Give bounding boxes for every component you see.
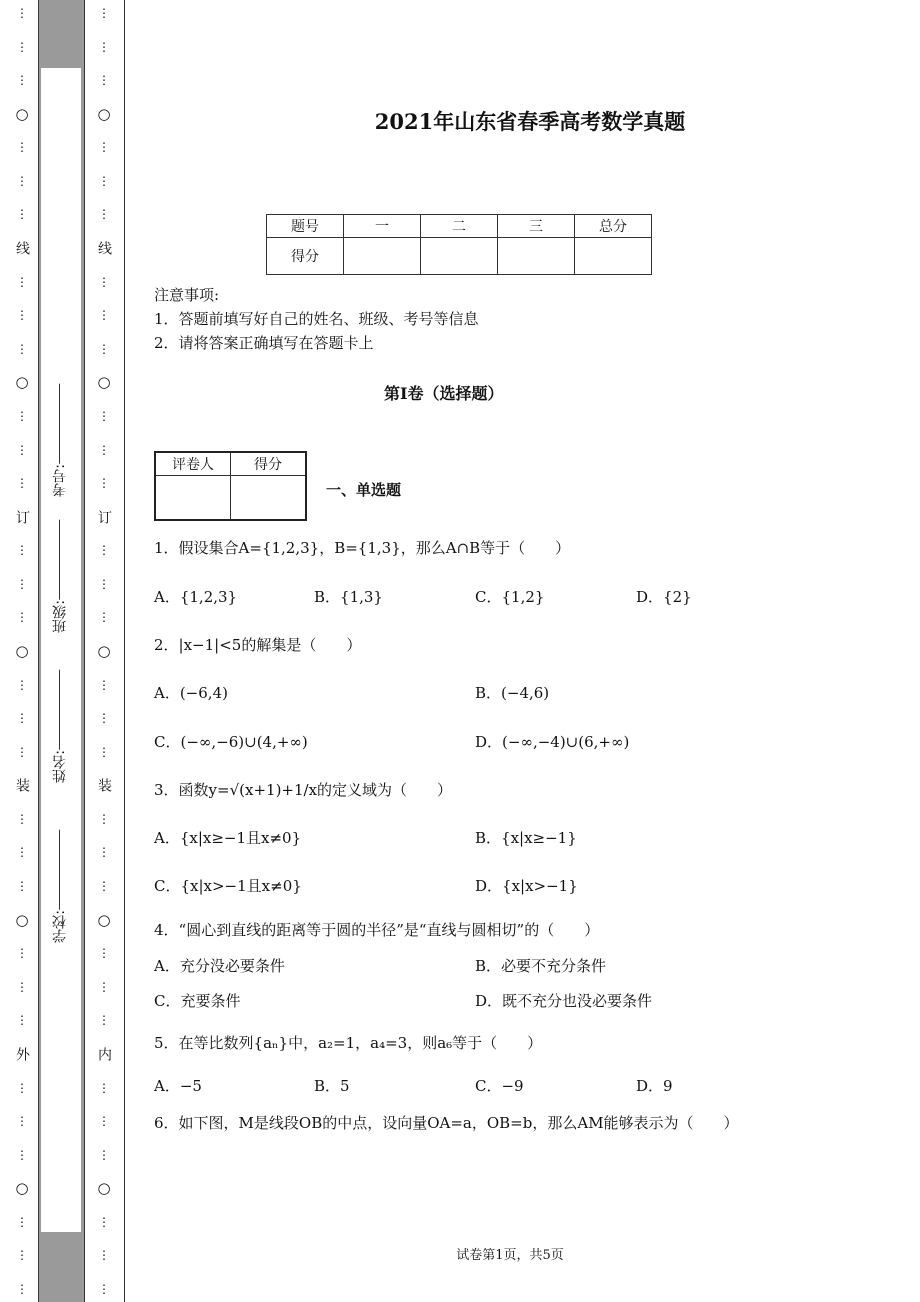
circle-mark: ○ [15,641,29,660]
question-4-option-b[interactable]: B．必要不充分条件 [475,957,607,975]
circle-mark: ○ [15,1179,29,1198]
score-header-cell: 总分 [575,215,652,238]
question-5-option-c[interactable]: C．−9 [475,1077,524,1095]
question-5-option-b[interactable]: B．5 [314,1077,350,1095]
question-1-option-a[interactable]: A．{1,2,3} [154,588,238,606]
page-title: 2021年山东省春季高考数学真题 [374,109,686,134]
circle-mark: ○ [97,104,111,123]
circle-mark: ○ [97,373,111,392]
score-header-cell: 一 [344,215,421,238]
question-6-stem: 6．如下图，M是线段OB的中点，设向量OA=a，OB=b，那么AM能够表示为（ ） [154,1114,739,1132]
question-1-option-d[interactable]: D．{2} [636,588,692,606]
circle-mark: ○ [15,910,29,929]
question-4-option-c[interactable]: C．充要条件 [154,992,241,1010]
question-5-stem: 5．在等比数列{aₙ}中，a₂=1，a₄=3，则a₆等于（ ） [154,1034,543,1052]
question-3-stem: 3．函数y=√(x+1)+1/x的定义域为（ ） [154,781,453,799]
class-field[interactable] [50,520,70,633]
circle-mark: ○ [97,641,111,660]
binding-margin [0,0,126,1302]
reviewer-header-cell: 评卷人 [155,452,231,476]
seal-mark-order: 订 [14,509,30,524]
notice-heading: 注意事项: [154,286,220,304]
question-5-option-a[interactable]: A．−5 [154,1077,202,1095]
circle-mark: ○ [15,373,29,392]
question-1-stem: 1．假设集合A={1,2,3}，B={1,3}，那么A∩B等于（ ） [154,539,571,557]
question-4-option-a[interactable]: A．充分没必要条件 [154,957,285,975]
question-2-option-b[interactable]: B．(−4,6) [475,684,550,702]
question-2-option-d[interactable]: D．(−∞,−4)∪(6,+∞) [475,733,630,751]
part-title: 一、单选题 [326,481,402,499]
question-2-stem: 2．|x−1|<5的解集是（ ） [154,636,362,654]
school-field[interactable] [50,830,70,943]
score-table [266,214,652,275]
name-label: 姓名: [52,750,68,783]
question-1-option-c[interactable]: C．{1,2} [475,588,545,606]
circle-mark: ○ [15,104,29,123]
inner-seal-column: ⋮ ⋮ ⋮ ○ ⋮ ⋮ ⋮ 线 ⋮ ⋮ ⋮ ○ ⋮ ⋮ ⋮ 订 ⋮ ⋮ ⋮ ○ ⋮ ⋮ ⋮ 装 ⋮ ⋮ ⋮ ○ ⋮ ⋮ ⋮ 内 ⋮ ⋮ ⋮ ○ ⋮ ⋮ ⋮ [96,6,112,1296]
school-label: 学校: [52,910,68,943]
score-header-cell: 二 [421,215,498,238]
question-4-stem: 4．“圆心到直线的距离等于圆的半径”是“直线与圆相切”的（ ） [154,921,600,939]
notice-item: 1．答题前填写好自己的姓名、班级、考号等信息 [154,310,479,328]
question-3-option-b[interactable]: B．{x|x≥−1} [475,829,577,847]
question-2-option-a[interactable]: A．(−6,4) [154,684,228,702]
seal-mark-outer: 外 [14,1046,30,1061]
reviewer-cell[interactable] [155,476,231,521]
question-4-option-d[interactable]: D．既不充分也没必要条件 [475,992,653,1010]
margin-line-right [124,0,125,1302]
score-cell[interactable] [498,238,575,275]
reviewer-header-cell: 得分 [231,452,307,476]
outer-seal-column: ⋮ ⋮ ⋮ ○ ⋮ ⋮ ⋮ 线 ⋮ ⋮ ⋮ ○ ⋮ ⋮ ⋮ 订 ⋮ ⋮ ⋮ ○ ⋮ ⋮ ⋮ 装 ⋮ ⋮ ⋮ ○ ⋮ ⋮ ⋮ 外 ⋮ ⋮ ⋮ ○ ⋮ ⋮ ⋮ [14,6,30,1296]
seal-mark-bind: 装 [14,778,30,793]
score-cell[interactable] [344,238,421,275]
score-cell[interactable] [575,238,652,275]
circle-mark: ○ [97,910,111,929]
score-header-cell: 三 [498,215,575,238]
circle-mark: ○ [97,1179,111,1198]
seal-mark-line: 线 [96,241,112,256]
question-2-option-c[interactable]: C．(−∞,−6)∪(4,+∞) [154,733,308,751]
score-row-label: 得分 [267,238,344,275]
seal-mark-bind: 装 [96,778,112,793]
question-3-option-c[interactable]: C．{x|x>−1且x≠0} [154,877,302,895]
binding-field-strip [41,68,81,1232]
question-3-option-a[interactable]: A．{x|x≥−1且x≠0} [154,829,302,847]
notice-item: 2．请将答案正确填写在答题卡上 [154,334,374,352]
name-field[interactable] [50,670,70,783]
page-footer: 试卷第1页，共5页 [456,1248,564,1263]
seal-mark-inner: 内 [96,1046,112,1061]
seal-mark-order: 订 [96,509,112,524]
question-1-option-b[interactable]: B．{1,3} [314,588,383,606]
question-5-option-d[interactable]: D．9 [636,1077,673,1095]
exam-number-field[interactable] [50,384,70,497]
score-cell[interactable] [421,238,498,275]
reviewer-table [154,451,307,521]
margin-line-left [38,0,39,1302]
class-label: 班级: [52,600,68,633]
question-3-option-d[interactable]: D．{x|x>−1} [475,877,578,895]
score-header-cell: 题号 [267,215,344,238]
section-title: 第I卷（选择题） [384,384,504,403]
margin-line-mid [84,0,85,1302]
exam-number-label: 考号: [52,464,68,497]
reviewer-cell[interactable] [231,476,307,521]
seal-mark-line: 线 [14,241,30,256]
